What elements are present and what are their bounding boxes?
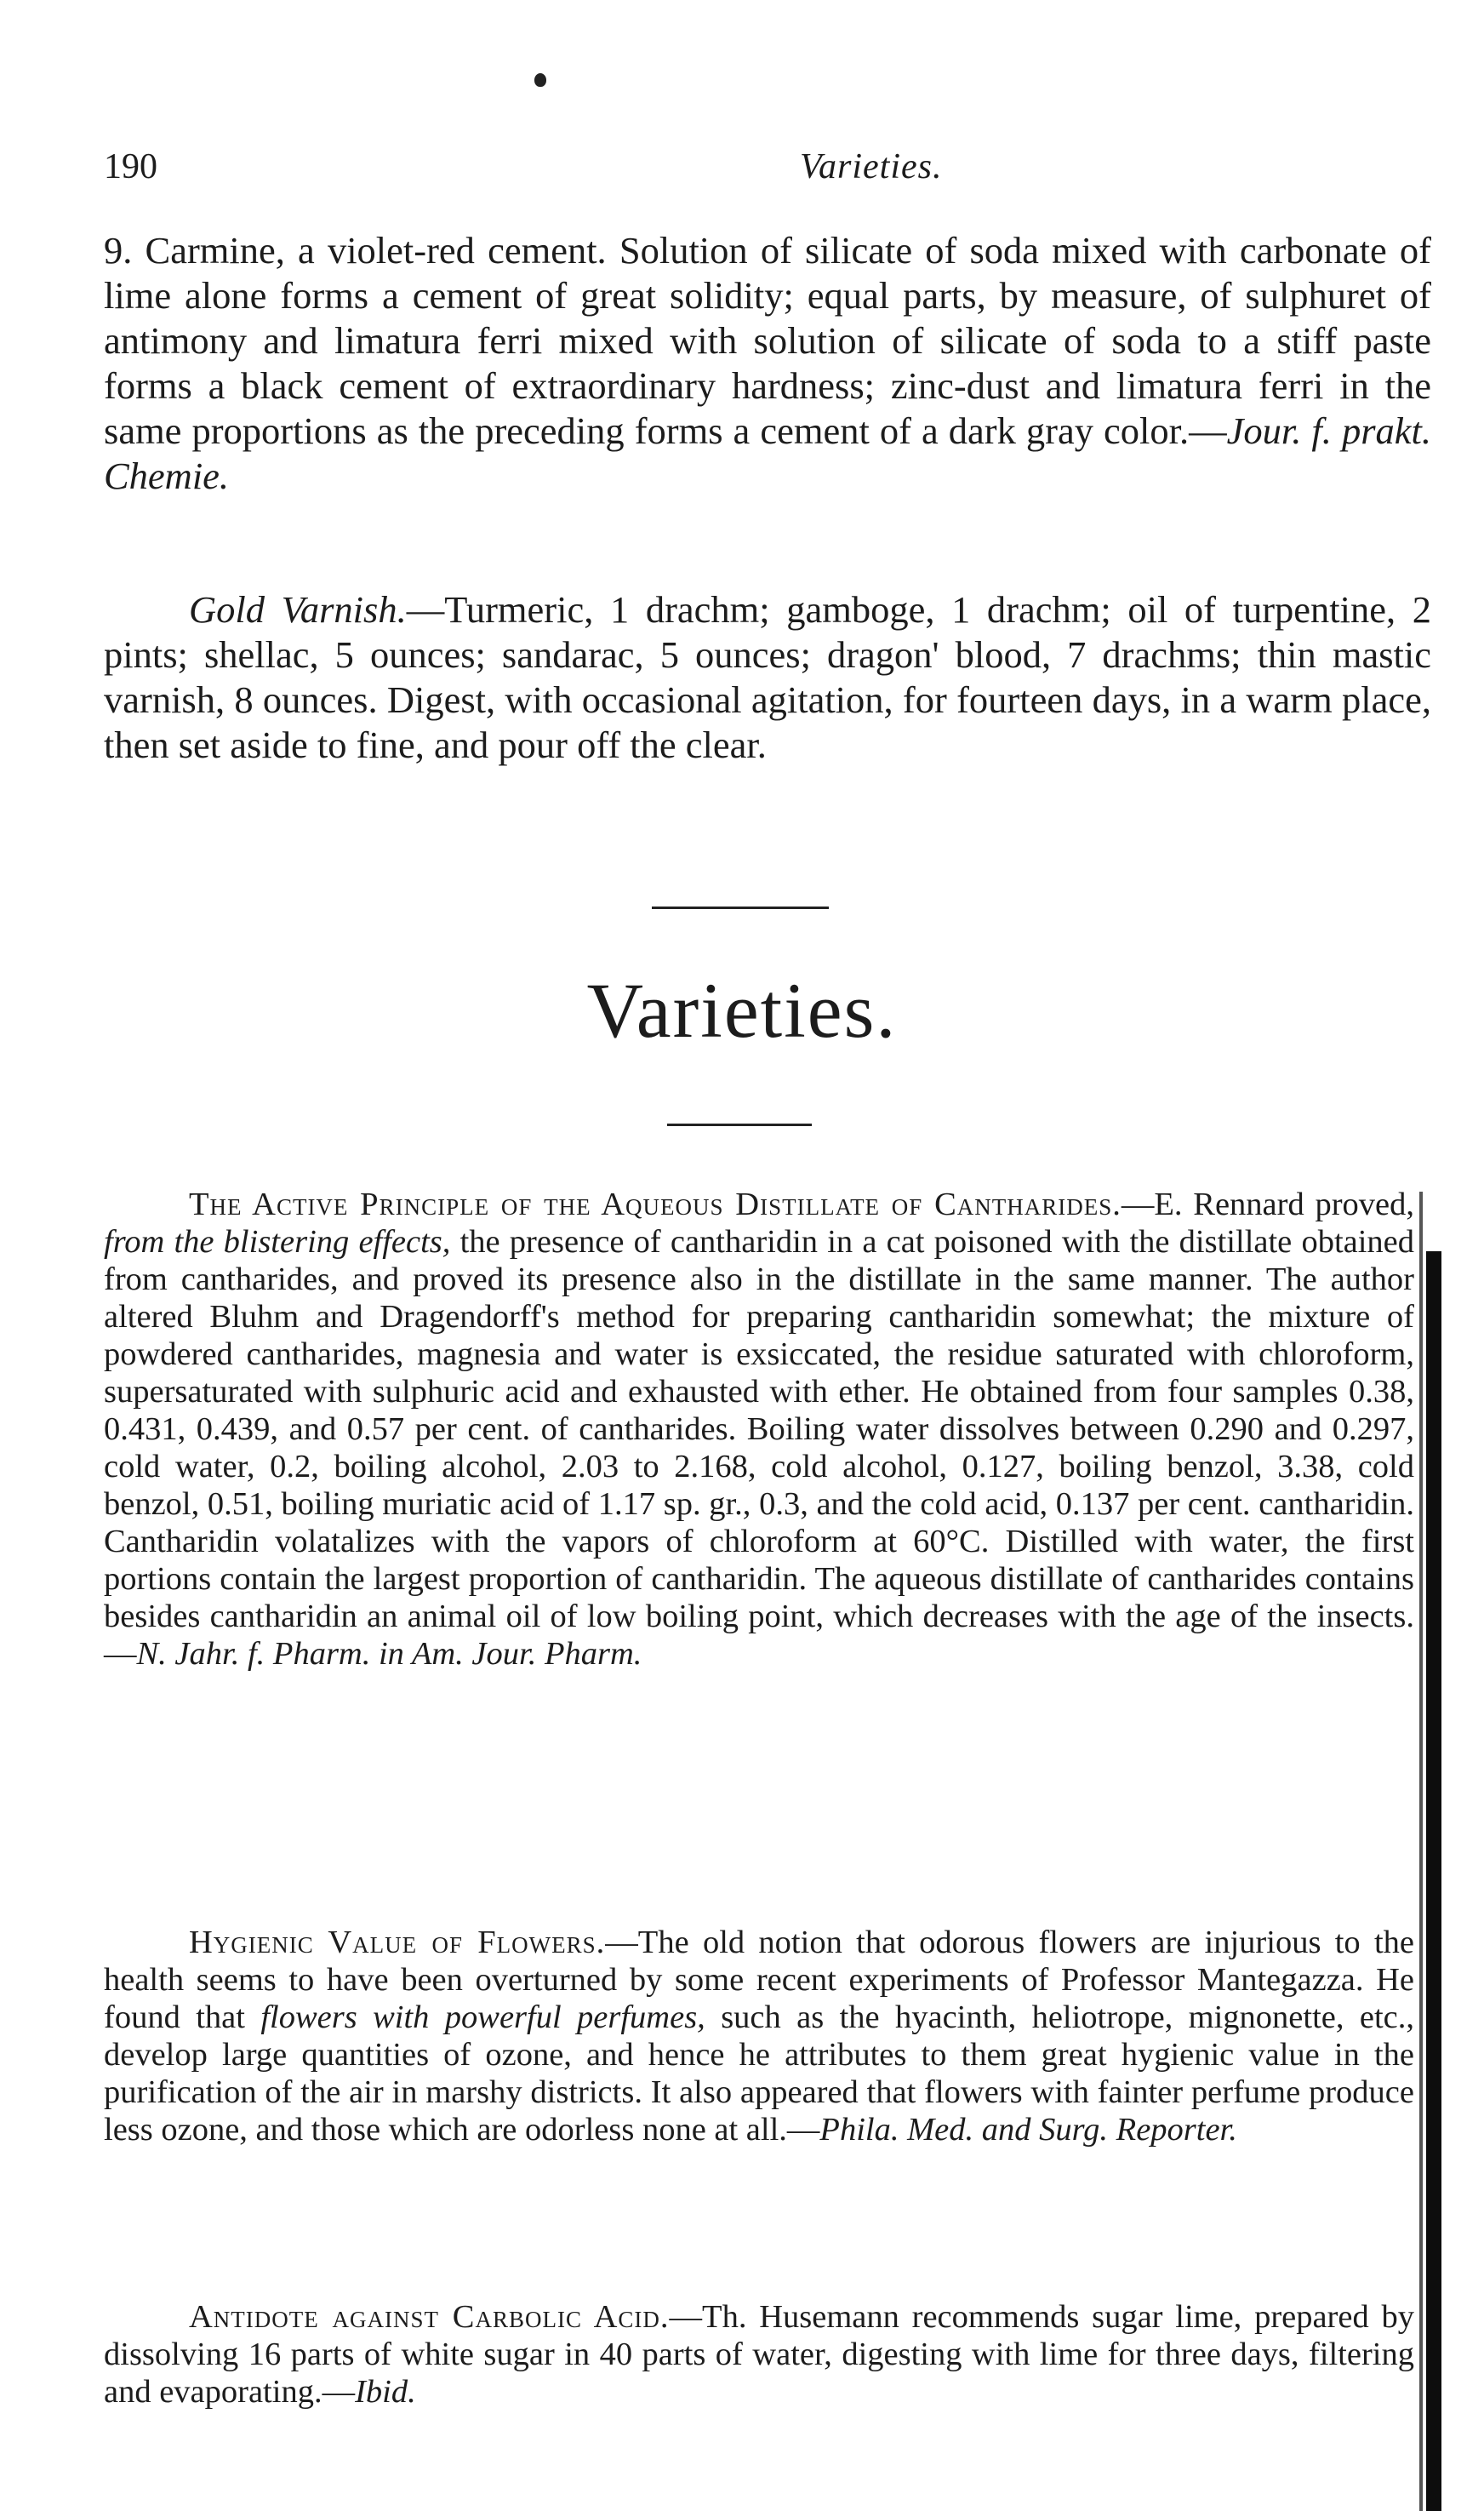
carmine-source: Jour. f. prakt. Chemie. [104, 409, 1431, 497]
article-source: Phila. Med. and Surg. Reporter. [819, 2112, 1237, 2148]
article-source: N. Jahr. f. Pharm. in Am. Jour. Pharm. [136, 1636, 642, 1672]
article-body: the presence of cantharidin in a cat poisoned with the distillate obtained from cantharides, and proved its presence also in the distillate in the same manner. The author altered Bluhm and Dragendorff's method for preparing cantharidin somewhat; the mixture of powdered cantharides, magnesia and water is exsiccated, the residue saturated with chloroform, supersaturated with sulphuric acid and exhausted with ether. He obtained from four samples 0.38, 0.431, 0.439, and 0.57 per cent. of cantharides. Boiling water dissolves between 0.290 and 0.297, cold water, 0.2, boiling alcohol, 2.03 to 2.168, cold alcohol, 0.127, boiling benzol, 3.38, cold benzol, 0.51, boiling muriatic acid of 1.17 sp. gr., 0.3, and the cold acid, 0.137 per cent. cantharidin. Cantharidin volatalizes with the vapors of chloroform at 60°C. Distilled with water, the first portions contain the largest proportion of cantharidin. The aqueous distillate of cantharides contains besides cantharidin an animal oil of low boiling point, which decreases with the age of the insects.— [104, 1224, 1415, 1672]
running-title: Varieties. [800, 147, 943, 186]
page-shadow-line [1419, 1192, 1423, 2511]
carmine-paragraph [104, 228, 1431, 499]
gold-varnish-text: —Turmeric, 1 drachm; gamboge, 1 drachm; oil of turpentine, 2 pints; shellac, 5 ounces; sandarac, 5 ounces; dragon' blood, 7 drachms; thin mastic varnish, 8 ounces. Digest, with occasional agitation, for fourteen days, in a warm place, then set aside to fine, and pour off the clear. [104, 588, 1431, 766]
page-number: 190 [104, 147, 157, 186]
article-carbolic-acid [104, 2298, 1414, 2411]
article-source: Ibid. [355, 2374, 416, 2410]
article-title: Antidote against Carbolic Acid. [189, 2299, 670, 2335]
article-title: The Active Principle of the Aqueous Distillate of Cantharides. [189, 1187, 1122, 1222]
article-lead: —Th. Husemann recommends sugar lime, prepared by dissolving 16 parts of white sugar in 40 parts of water, digesting with lime for three days, filtering and evaporating.— [104, 2299, 1414, 2410]
ink-speck [534, 73, 546, 87]
section-heading: Varieties. [586, 967, 898, 1054]
running-head [104, 146, 1431, 197]
binding-edge-shadow [1426, 1251, 1441, 2511]
article-cantharides [104, 1186, 1414, 1673]
article-lead: —The old notion that odorous flowers are injurious to the health seems to have been overturned by some recent experiments of Professor Mantegazza. He found that [104, 1925, 1414, 2035]
gold-varnish-paragraph [104, 587, 1431, 768]
gold-varnish-title: Gold Varnish. [189, 588, 407, 631]
carmine-text: 9. Carmine, a violet-red cement. Solution of silicate of soda mixed with carbonate of lime alone forms a cement of great solidity; equal parts, by measure, of sulphuret of antimony and limatura ferri mixed with solution of silicate of soda to a stiff paste forms a black cement of extraordinary hardness; zinc-dust and limatura ferri in the same proportions as the preceding forms a cement of a dark gray color.— [104, 229, 1431, 452]
article-emphasis: flowers with powerful perfumes, [260, 1999, 705, 2035]
article-title: Hygienic Value of Flowers. [189, 1925, 606, 1960]
article-flowers [104, 1924, 1414, 2148]
heading-rule-top [652, 907, 829, 909]
article-emphasis: from the blistering effects, [104, 1224, 451, 1260]
article-body: such as the hyacinth, heliotrope, mignonette, etc., develop large quantities of ozone, and hence he attributes to them great hygienic value in the purification of the air in marshy districts. It also appeared that flowers with fainter perfume produce less ozone, and those which are odorless none at all.— [104, 1999, 1414, 2148]
heading-rule-bottom [667, 1124, 812, 1126]
article-lead: —E. Rennard proved, [1121, 1187, 1414, 1222]
